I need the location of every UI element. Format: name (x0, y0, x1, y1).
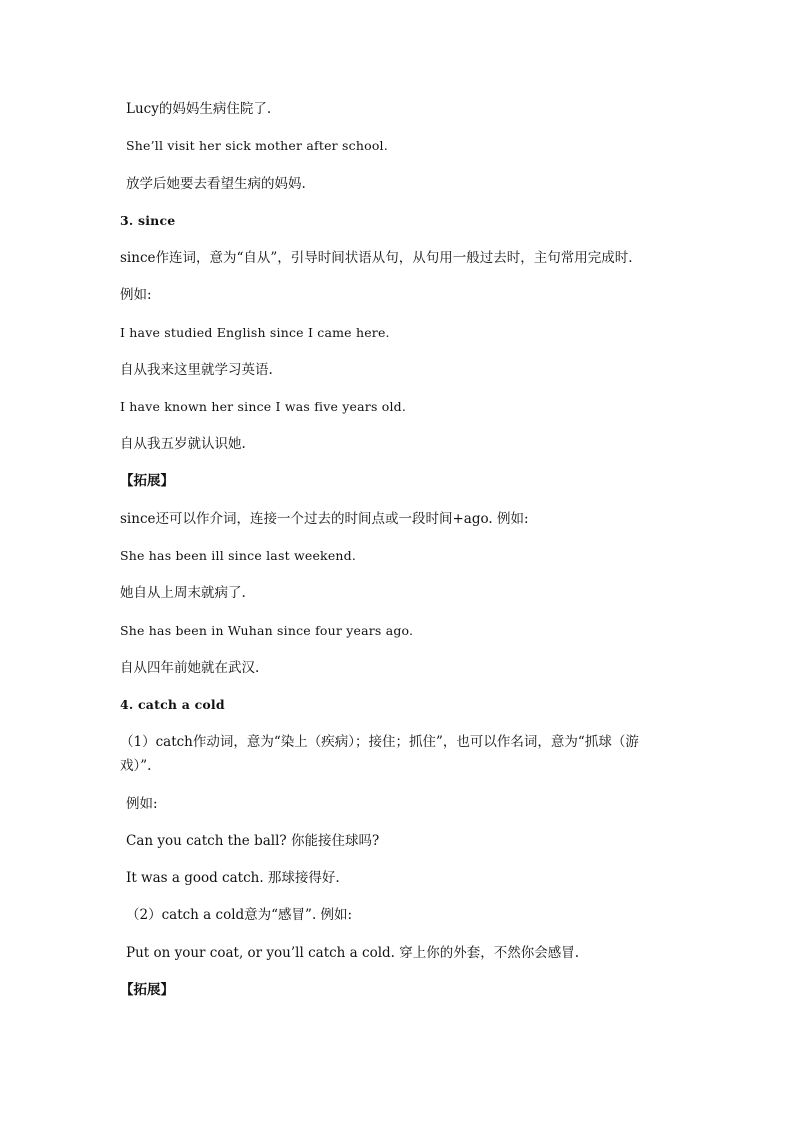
text-line: （1）catch作动词，意为“染上（疾病）；接住；抓住”，也可以作名词，意为“抓球（游 (120, 734, 639, 750)
example-sentence: It was a good catch. 那球接得好. (126, 870, 340, 886)
text-line: Lucy的妈妈生病住院了. (126, 101, 272, 117)
text-line: 自从我来这里就学习英语. (120, 362, 273, 378)
text-line: 自从我五岁就认识她. (120, 436, 246, 452)
example-sentence: Put on your coat, or you’ll catch a cold. 穿上你的外套，不然你会感冒. (126, 945, 580, 961)
example-sentence: She has been ill since last weekend. (120, 548, 357, 563)
text-line: since还可以作介词，连接一个过去的时间点或一段时间+ago. 例如: (120, 511, 529, 527)
extension-heading: 【拓展】 (120, 982, 174, 998)
text-line: 她自从上周末就病了. (120, 585, 246, 601)
text-line: 例如: (126, 796, 158, 812)
example-sentence: She has been in Wuhan since four years ago. (120, 623, 414, 638)
section-heading-since: 3. since (120, 213, 176, 228)
example-sentence: She’ll visit her sick mother after school. (126, 138, 388, 153)
text-line: （2）catch a cold意为“感冒”. 例如: (126, 907, 353, 923)
text-line: 自从四年前她就在武汉. (120, 660, 260, 676)
text-line: 戏）”. (120, 758, 152, 774)
section-heading-catch-a-cold: 4. catch a cold (120, 697, 225, 712)
text-line: 放学后她要去看望生病的妈妈. (126, 176, 306, 192)
example-sentence: Can you catch the ball? 你能接住球吗? (126, 833, 380, 849)
example-sentence: I have known her since I was five years old. (120, 399, 407, 414)
text-line: since作连词，意为“自从”，引导时间状语从句，从句用一般过去时，主句常用完成时. (120, 250, 633, 266)
text-line: 例如: (120, 287, 152, 303)
example-sentence: I have studied English since I came here. (120, 325, 390, 340)
extension-heading: 【拓展】 (120, 473, 174, 489)
